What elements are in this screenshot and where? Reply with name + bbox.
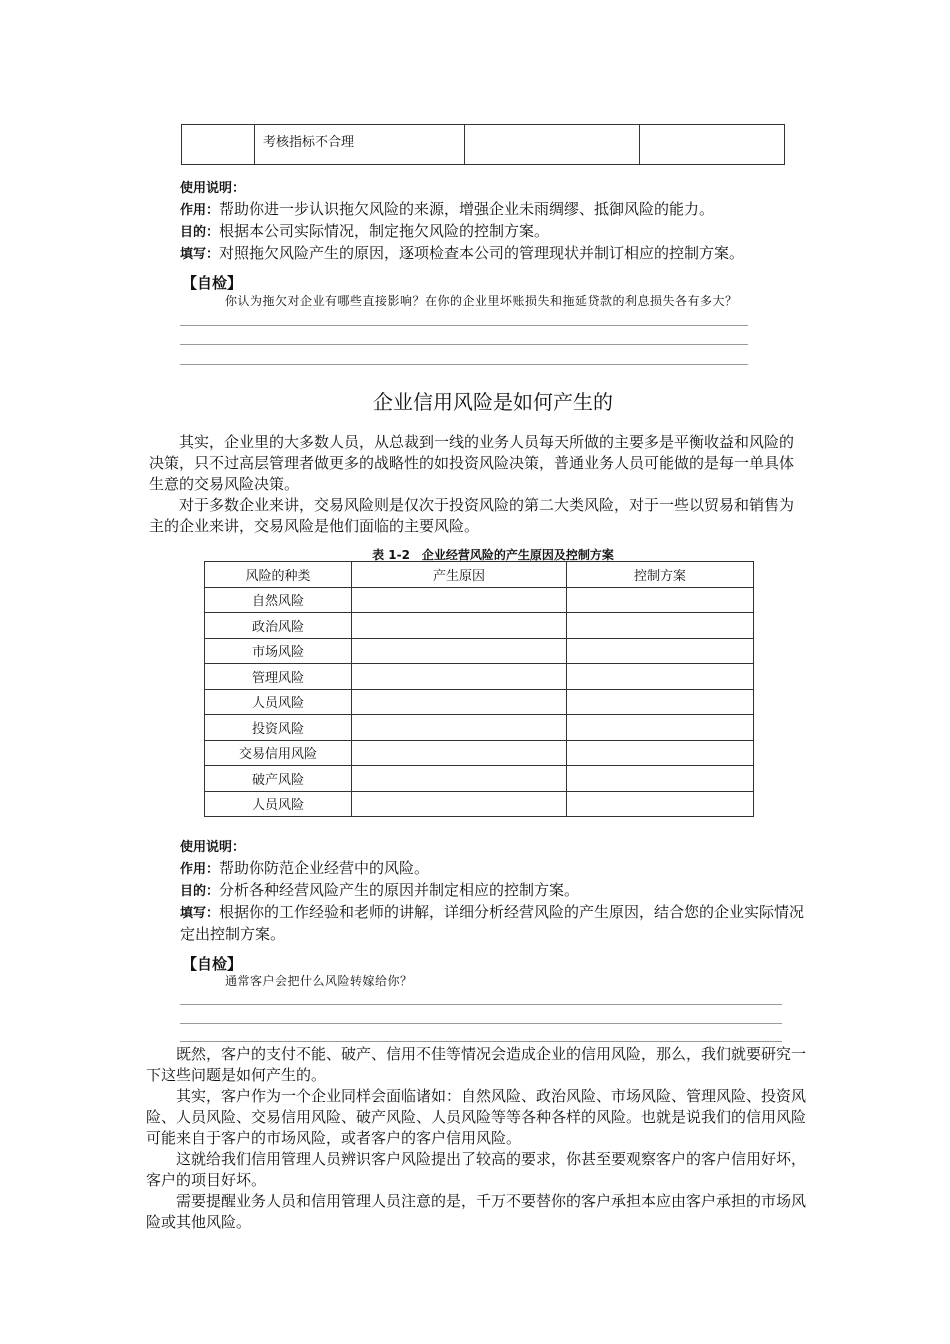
paragraph: 其实，企业里的大多数人员，从总裁到一线的业务人员每天所做的主要多是平衡收益和风险的决策，只不过高层管理者做更多的战略性的如投资风险决策，普通业务人员可能做的是每一单具体生意的交易风险决策。 — [149, 433, 795, 493]
usage-item-purpose: 作用：帮助你进一步认识拖欠风险的来源，增强企业未雨绸缪、抵御风险的能力。 — [180, 200, 715, 218]
risk-type-cell: 自然风险 — [205, 587, 352, 613]
risk-type-cell: 破产风险 — [205, 766, 352, 792]
paragraph: 需要提醒业务人员和信用管理人员注意的是，千万不要替你的客户承担本应由客户承担的市场风险或其他风险。 — [146, 1192, 807, 1231]
cause-cell — [352, 664, 567, 690]
answer-line — [180, 1023, 782, 1024]
cause-cell — [352, 715, 567, 741]
business-risk-table — [204, 561, 754, 817]
risk-type-cell: 市场风险 — [205, 638, 352, 664]
answer-line — [180, 344, 748, 345]
cause-cell — [352, 766, 567, 792]
answer-line — [180, 325, 748, 326]
cause-cell — [352, 740, 567, 766]
table-row — [182, 125, 785, 165]
usage-item-goal: 目的：分析各种经营风险产生的原因并制定相应的控制方案。 — [180, 881, 580, 899]
table-row — [205, 689, 754, 715]
usage-instructions-2 — [180, 837, 810, 945]
cause-cell — [352, 791, 567, 817]
paragraph: 对于多数企业来讲，交易风险则是仅次于投资风险的第二大类风险，对于一些以贸易和销售为主的企业来讲，交易风险是他们面临的主要风险。 — [149, 496, 795, 535]
cause-cell — [352, 638, 567, 664]
self-check-title-1: 【自检】 — [182, 274, 243, 292]
risk-type-cell: 交易信用风险 — [205, 740, 352, 766]
table-row — [205, 638, 754, 664]
usage-item-goal: 目的：根据本公司实际情况，制定拖欠风险的控制方案。 — [180, 222, 550, 240]
answer-line — [180, 1041, 782, 1042]
usage-item-fill: 填写：对照拖欠风险产生的原因，逐项检查本公司的管理现状并制订相应的控制方案。 — [180, 244, 745, 262]
column-header: 控制方案 — [567, 562, 754, 588]
table-row — [205, 664, 754, 690]
table-cell: 考核指标不合理 — [255, 125, 465, 165]
usage-instructions-1 — [180, 178, 820, 265]
usage-heading: 使用说明： — [180, 181, 246, 196]
table-row — [205, 613, 754, 639]
cause-cell — [352, 587, 567, 613]
control-cell — [567, 613, 754, 639]
control-cell — [567, 766, 754, 792]
self-check-question-2: 通常客户会把什么风险转嫁给你？ — [225, 974, 413, 988]
usage-heading: 使用说明： — [180, 840, 246, 855]
control-cell — [567, 664, 754, 690]
control-cell — [567, 715, 754, 741]
self-check-title-2: 【自检】 — [182, 955, 243, 973]
intro-text — [149, 432, 804, 537]
table-row — [205, 791, 754, 817]
table-cell — [640, 125, 785, 165]
self-check-question-1: 你认为拖欠对企业有哪些直接影响？在你的企业里坏账损失和拖延贷款的利息损失各有多大？ — [225, 294, 738, 308]
section-title: 企业信用风险是如何产生的 — [373, 390, 613, 414]
risk-type-cell: 人员风险 — [205, 791, 352, 817]
column-header: 风险的种类 — [205, 562, 352, 588]
answer-line — [180, 1004, 782, 1005]
table-row — [205, 740, 754, 766]
risk-type-cell: 投资风险 — [205, 715, 352, 741]
risk-type-cell: 政治风险 — [205, 613, 352, 639]
cause-cell — [352, 689, 567, 715]
usage-item-purpose: 作用：帮助你防范企业经营中的风险。 — [180, 859, 430, 877]
table-cell — [465, 125, 640, 165]
risk-type-cell: 管理风险 — [205, 664, 352, 690]
table-cell — [182, 125, 255, 165]
control-cell — [567, 791, 754, 817]
table-header-row — [205, 562, 754, 588]
control-cell — [567, 638, 754, 664]
column-header: 产生原因 — [352, 562, 567, 588]
control-cell — [567, 689, 754, 715]
paragraph: 其实，客户作为一个企业同样会面临诸如：自然风险、政治风险、市场风险、管理风险、投资风险、人员风险、交易信用风险、破产风险、人员风险等等各种各样的风险。也就是说我们的信用风险可能来自于客户的市场风险，或者客户的客户信用风险。 — [146, 1087, 807, 1147]
cause-cell — [352, 613, 567, 639]
paragraph: 这就给我们信用管理人员辨识客户风险提出了较高的要求，你甚至要观察客户的客户信用好坏，客户的项目好坏。 — [146, 1150, 807, 1189]
paragraph: 既然，客户的支付不能、破产、信用不佳等情况会造成企业的信用风险，那么，我们就要研究一下这些问题是如何产生的。 — [146, 1045, 807, 1084]
control-cell — [567, 740, 754, 766]
closing-text — [146, 1044, 806, 1233]
control-cell — [567, 587, 754, 613]
table-row — [205, 766, 754, 792]
risk-type-cell: 人员风险 — [205, 689, 352, 715]
table-row — [205, 587, 754, 613]
table-row — [205, 715, 754, 741]
answer-line — [180, 364, 748, 365]
table-caption: 表 1-2 企业经营风险的产生原因及控制方案 — [372, 548, 614, 562]
risk-cause-table-fragment — [181, 124, 785, 165]
usage-item-fill: 填写：根据你的工作经验和老师的讲解，详细分析经营风险的产生原因，结合您的企业实际情况定出控制方案。 — [180, 903, 805, 943]
